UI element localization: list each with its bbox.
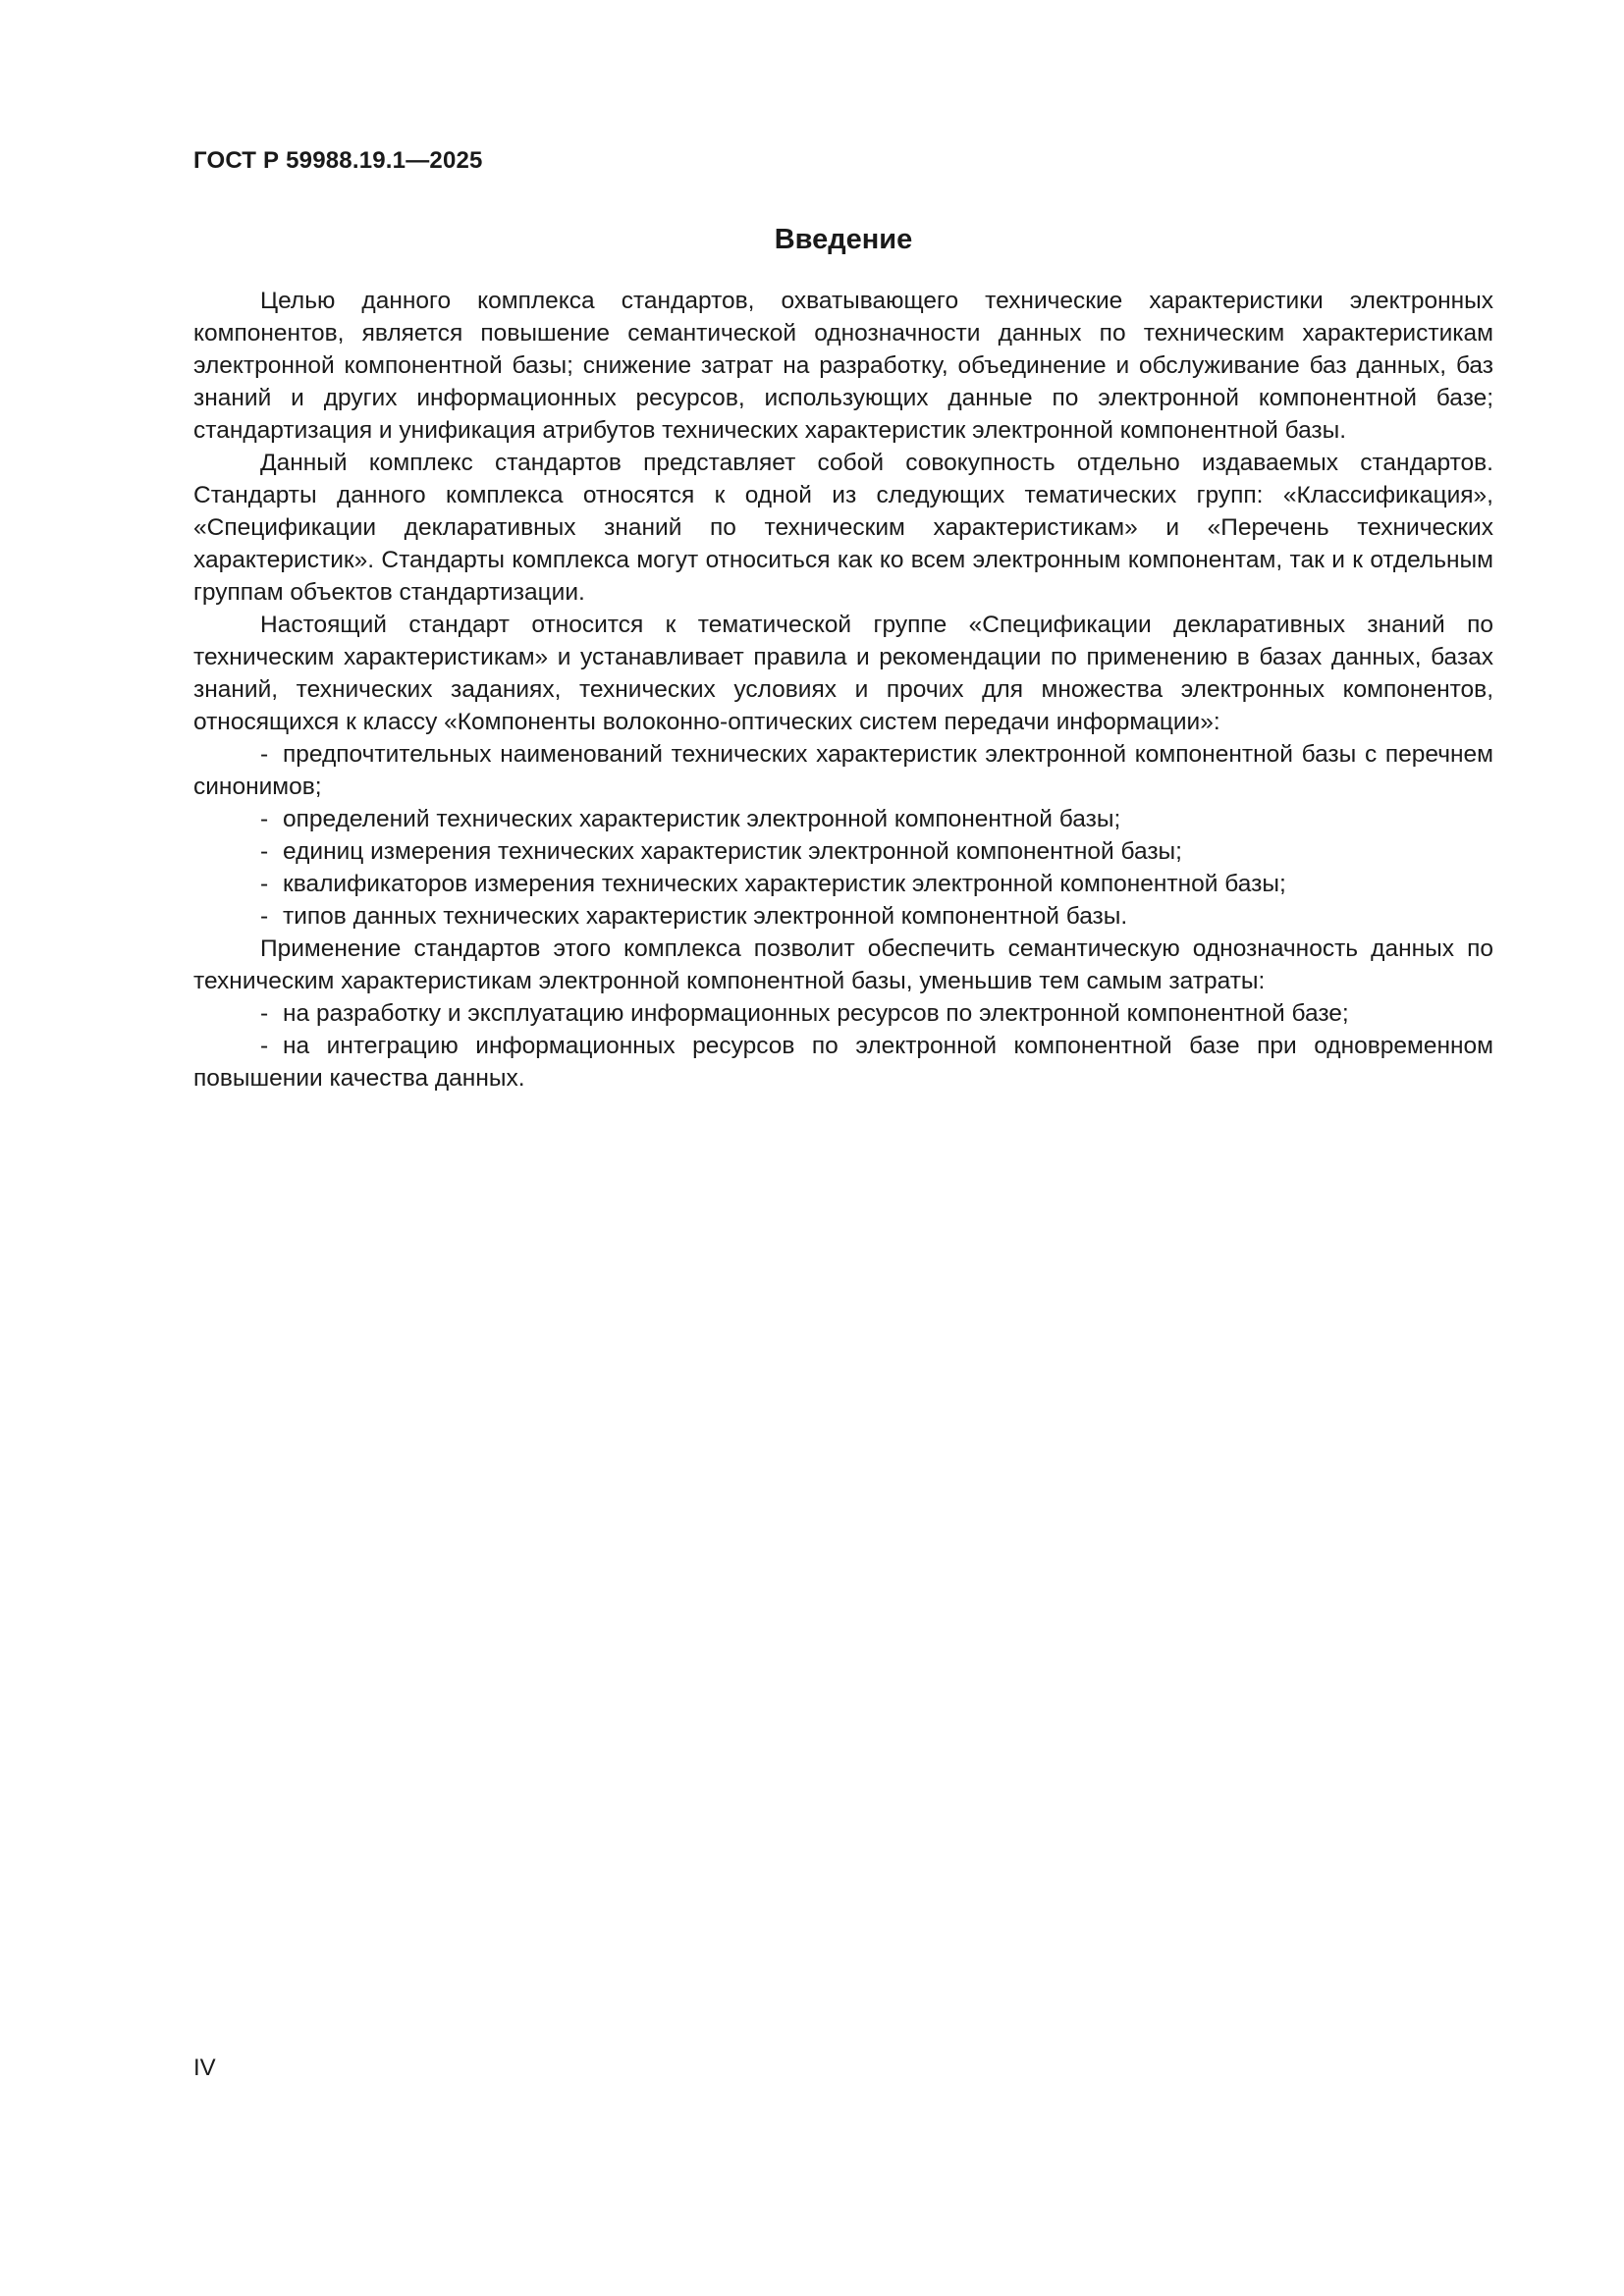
list-item xyxy=(193,803,1493,835)
paragraph-benefits: Применение стандартов этого комплекса позволит обеспечить семантическую однозначность данных по техническим характеристикам электронной компонентной базы, уменьшив тем самым затраты: xyxy=(193,935,1493,994)
list-item xyxy=(193,835,1493,868)
list-item xyxy=(193,997,1493,1030)
dash-marker: - xyxy=(260,741,269,768)
dash-marker: - xyxy=(260,838,269,865)
paragraph-scope: Настоящий стандарт относится к тематической группе «Спецификации декларативных знаний по техническим характеристикам» и устанавливает правила и рекомендации по применению в базах данных, базах знаний, технических заданиях, технических условиях и прочих для множества электронных компонентов, относящихся к классу «Компоненты волоконно-оптических систем передачи информации»: xyxy=(193,612,1493,735)
list-item-text: типов данных технических характеристик электронной компонентной базы. xyxy=(283,903,1128,930)
scope-list xyxy=(193,738,1493,933)
list-item-text: единиц измерения технических характеристик электронной компонентной базы; xyxy=(283,838,1182,865)
list-item xyxy=(193,1030,1493,1095)
paragraph-complex: Данный комплекс стандартов представляет собой совокупность отдельно издаваемых стандартов. Стандарты данного комплекса относятся к одной из следующих тематических групп: «Классификация», «Спецификации декларативных знаний по техническим характеристикам» и «Перечень технических характеристик». Стандарты комплекса могут относиться как ко всем электронным компонентам, так и к отдельным группам объектов стандартизации. xyxy=(193,450,1493,606)
list-item-text: определений технических характеристик электронной компонентной базы; xyxy=(283,806,1121,832)
paragraph-purpose: Целью данного комплекса стандартов, охватывающего технические характеристики электронных компонентов, является повышение семантической однозначности данных по техническим характеристикам электронной компонентной базы; снижение затрат на разработку, объединение и обслуживание баз данных, баз знаний и других информационных ресурсов, использующих данные по электронной компонентной базе; стандартизация и унификация атрибутов технических характеристик электронной компонентной базы. xyxy=(193,288,1493,444)
dash-marker: - xyxy=(260,806,269,832)
list-item-text: на интеграцию информационных ресурсов по электронной компонентной базе при одновременном повышении качества данных. xyxy=(193,1033,1493,1092)
dash-marker: - xyxy=(260,1000,269,1027)
list-item-text: предпочтительных наименований технических характеристик электронной компонентной базы с перечнем синонимов; xyxy=(193,741,1493,800)
list-item xyxy=(193,738,1493,803)
list-item xyxy=(193,868,1493,900)
page-number: IV xyxy=(193,2055,216,2081)
dash-marker: - xyxy=(260,1033,269,1059)
benefits-list xyxy=(193,997,1493,1095)
list-item xyxy=(193,900,1493,933)
document-code: ГОСТ Р 59988.19.1—2025 xyxy=(193,147,483,174)
page-title: Введение xyxy=(774,224,913,255)
dash-marker: - xyxy=(260,871,269,897)
list-item-text: на разработку и эксплуатацию информационных ресурсов по электронной компонентной базе; xyxy=(283,1000,1349,1027)
list-item-text: квалификаторов измерения технических характеристик электронной компонентной базы; xyxy=(283,871,1286,897)
document-body xyxy=(193,285,1493,1095)
dash-marker: - xyxy=(260,903,269,930)
